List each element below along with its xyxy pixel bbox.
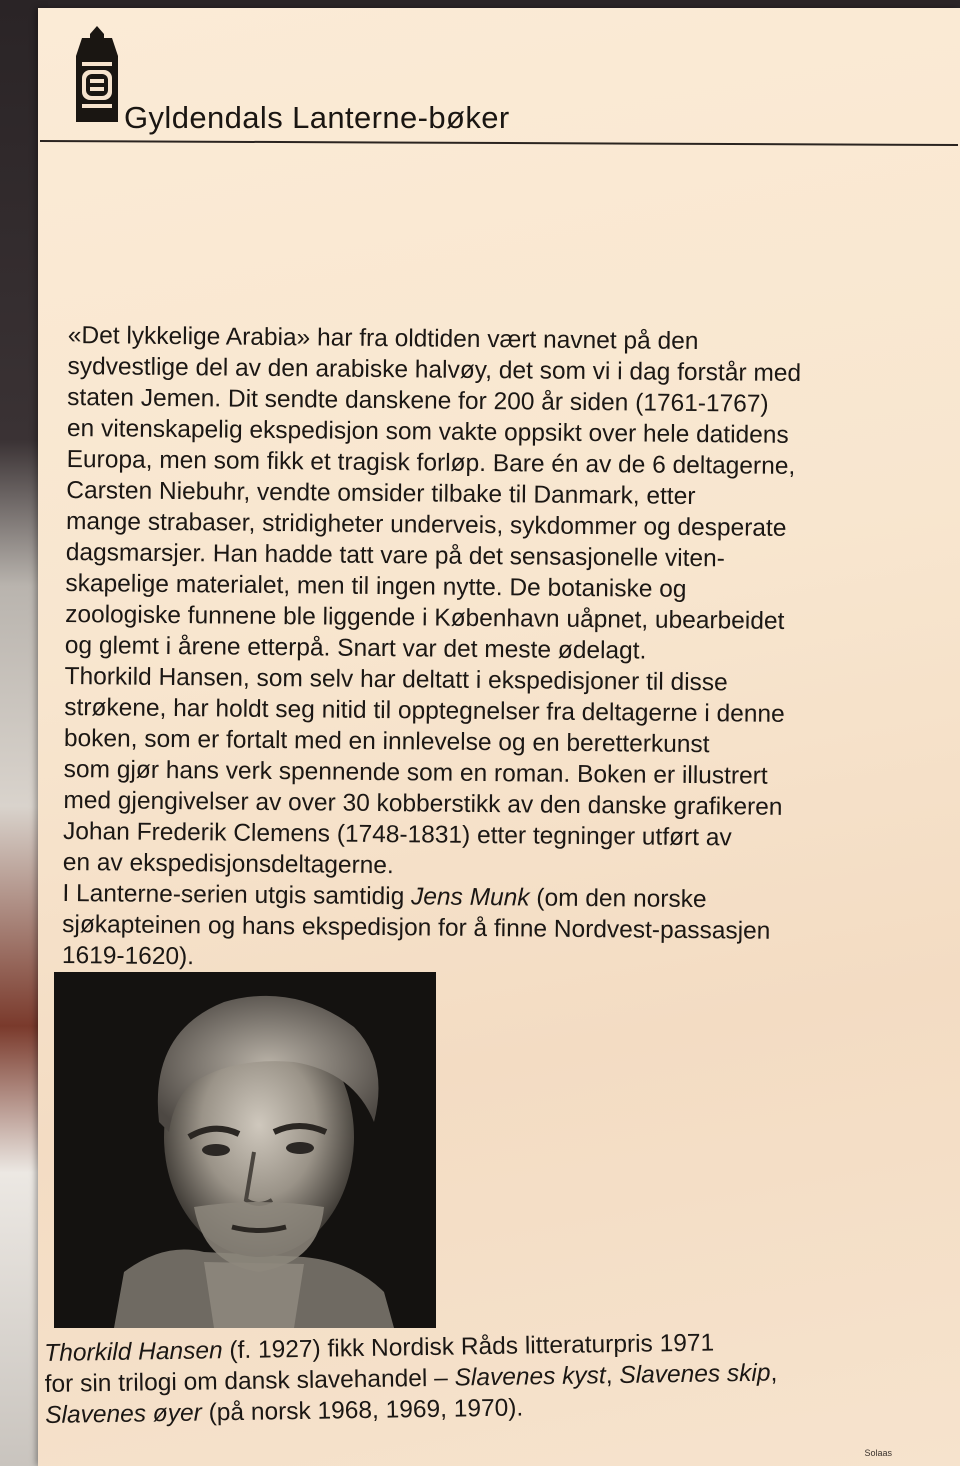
blurb-line: Thorkild Hansen, som selv har deltatt i ekspedisjoner til disse [64,662,728,697]
book-title: Slavenes skip [619,1359,771,1389]
caption-text: (på norsk 1968, 1969, 1970). [201,1394,524,1427]
blurb-line: med gjengivelser av over 30 kobberstikk av den danske grafikeren [63,786,783,821]
series-title: Gyldendals Lanterne-bøker [124,100,510,135]
blurb-line: zoologiske funnene ble liggende i København uåpnet, ubearbeidet [65,600,785,635]
book-title: Slavenes øyer [45,1399,203,1429]
blurb-line: sydvestlige del av den arabiske halvøy, det som vi i dag forstår med [67,352,802,388]
blurb-line: Europa, men som fikk et tragisk forløp. Bare én av de 6 deltagerne, [66,445,796,480]
caption-separator: , [605,1361,620,1390]
blurb-line: Carsten Niebuhr, vendte omsider tilbake til Danmark, etter [66,476,696,511]
author-name: Thorkild Hansen [44,1337,223,1367]
lanterne-book-title: Jens Munk [410,883,530,912]
blurb-line: boken, som er fortalt med en innlevelse og en beretterkunst [63,724,710,759]
lanterne-prefix: I Lanterne-serien utgis samtidig [62,879,412,911]
author-caption [44,1324,925,1431]
book-title: Slavenes kyst [454,1362,606,1392]
header-divider [40,140,958,146]
blurb-line: mange strabaser, stridigheter underveis, sykdommer og desperate [65,507,787,542]
author-portrait [54,972,436,1328]
blurb-line: 1619-1620). [61,941,195,971]
blurb-line: «Det lykkelige Arabia» har fra oldtiden vært navnet på den [67,321,699,356]
blurb-line: strøkene, har holdt seg nitid til opptegnelser fra deltagerne i denne [64,693,785,728]
blurb-line: sjøkapteinen og hans ekspedisjon for å finne Nordvest-passasjen [62,910,771,945]
blurb-line: en av ekspedisjonsdeltagerne. [62,848,394,880]
blurb-line: som gjør hans verk spennende som en roman. Boken er illustrert [63,755,768,790]
blurb-line: Johan Frederik Clemens (1748-1831) etter tegninger utført av [62,817,732,852]
caption-text: (f. 1927) fikk Nordisk Råds litteraturpris 1971 [222,1329,715,1365]
caption-text: for sin trilogi om dansk slavehandel – [44,1364,455,1398]
blurb-line: dagsmarsjer. Han hadde tatt vare på det sensasjonelle viten- [65,538,726,573]
imprint-mark: Solaas [864,1448,892,1458]
blurb-line: en vitenskapelig ekspedisjon som vakte oppsikt over hele datidens [66,414,789,449]
blurb-line: skapelige materialet, men til ingen nytte. De botaniske og [65,569,687,603]
blurb [62,320,940,979]
blurb-line: staten Jemen. Dit sendte danskene for 200 år siden (1761-1767) [67,383,769,418]
book-back-cover [38,8,960,1466]
portrait-drawing [54,972,436,1328]
lanterne-suffix: (om den norske [529,884,707,914]
lantern-icon [68,26,126,126]
caption-separator: , [770,1359,778,1387]
blurb-line: og glemt i årene etterpå. Snart var det meste ødelagt. [64,631,647,665]
